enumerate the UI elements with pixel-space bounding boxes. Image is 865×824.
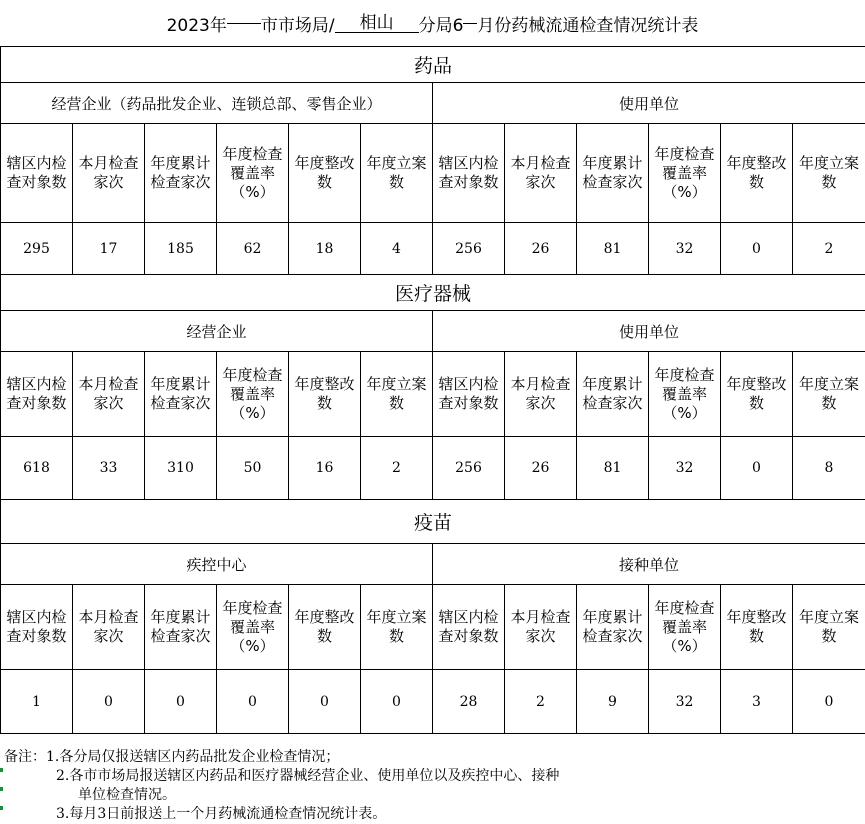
remark-line-4: 3.每月3日前报送上一个月药械流通检查情况统计表。: [56, 806, 387, 822]
column-header[interactable]: 年度累计检查家次: [577, 585, 649, 670]
title-blank-city[interactable]: [227, 23, 261, 24]
value-cell[interactable]: 0: [721, 223, 793, 275]
column-header[interactable]: 辖区内检查对象数: [1, 124, 73, 223]
value-cell[interactable]: 0: [73, 670, 145, 734]
column-header[interactable]: 年度整改数: [289, 585, 361, 670]
value-cell[interactable]: 256: [433, 437, 505, 500]
column-header[interactable]: 年度检查覆盖率（%）: [217, 585, 289, 670]
value-cell[interactable]: 81: [577, 437, 649, 500]
group-header-left[interactable]: 经营企业（药品批发企业、连锁总部、零售企业）: [1, 83, 433, 124]
value-cell[interactable]: 2: [361, 437, 433, 500]
value-cell[interactable]: 0: [793, 670, 865, 734]
column-header[interactable]: 辖区内检查对象数: [433, 124, 505, 223]
value-cell[interactable]: 2: [505, 670, 577, 734]
value-cell[interactable]: 62: [217, 223, 289, 275]
value-cell[interactable]: 0: [289, 670, 361, 734]
value-cell[interactable]: 33: [73, 437, 145, 500]
column-header[interactable]: 年度整改数: [289, 124, 361, 223]
column-header[interactable]: 年度整改数: [289, 352, 361, 437]
stats-table: [0, 46, 865, 734]
value-cell[interactable]: 8: [793, 437, 865, 500]
column-header[interactable]: 辖区内检查对象数: [1, 585, 73, 670]
column-header[interactable]: 年度累计检查家次: [145, 124, 217, 223]
group-header-right[interactable]: 接种单位: [433, 544, 865, 585]
column-header[interactable]: 辖区内检查对象数: [433, 585, 505, 670]
column-header[interactable]: 年度检查覆盖率（%）: [649, 352, 721, 437]
column-header[interactable]: 辖区内检查对象数: [433, 352, 505, 437]
column-header[interactable]: 年度检查覆盖率（%）: [649, 124, 721, 223]
value-cell[interactable]: 0: [217, 670, 289, 734]
cell-comment-marker: [0, 787, 3, 791]
section-title[interactable]: 药品: [1, 47, 865, 83]
value-cell[interactable]: 26: [505, 437, 577, 500]
value-cell[interactable]: 618: [1, 437, 73, 500]
value-cell[interactable]: 310: [145, 437, 217, 500]
sheet-title: [0, 0, 865, 46]
title-year: 2023年: [166, 15, 227, 36]
column-header[interactable]: 年度检查覆盖率（%）: [217, 124, 289, 223]
column-header[interactable]: 年度立案数: [793, 124, 865, 223]
value-cell[interactable]: 28: [433, 670, 505, 734]
section-title[interactable]: 疫苗: [1, 500, 865, 544]
value-cell[interactable]: 185: [145, 223, 217, 275]
value-cell[interactable]: 18: [289, 223, 361, 275]
column-header[interactable]: 年度检查覆盖率（%）: [217, 352, 289, 437]
value-cell[interactable]: 32: [649, 223, 721, 275]
value-cell[interactable]: 16: [289, 437, 361, 500]
value-cell[interactable]: 32: [649, 670, 721, 734]
title-part3: 月份药械流通检查情况统计表: [477, 15, 699, 36]
value-cell[interactable]: 81: [577, 223, 649, 275]
column-header[interactable]: 本月检查家次: [505, 124, 577, 223]
value-cell[interactable]: 4: [361, 223, 433, 275]
title-blank-branch[interactable]: 相山: [335, 14, 419, 33]
column-header[interactable]: 年度立案数: [793, 352, 865, 437]
column-header[interactable]: 辖区内检查对象数: [1, 352, 73, 437]
column-header[interactable]: 年度整改数: [721, 585, 793, 670]
column-header[interactable]: 年度立案数: [793, 585, 865, 670]
column-header[interactable]: 年度累计检查家次: [577, 352, 649, 437]
value-cell[interactable]: 256: [433, 223, 505, 275]
value-cell[interactable]: 3: [721, 670, 793, 734]
column-header[interactable]: 本月检查家次: [73, 124, 145, 223]
column-header[interactable]: 年度立案数: [361, 352, 433, 437]
column-header[interactable]: 年度立案数: [361, 585, 433, 670]
value-cell[interactable]: 0: [721, 437, 793, 500]
value-cell[interactable]: 26: [505, 223, 577, 275]
column-header[interactable]: 本月检查家次: [73, 352, 145, 437]
value-cell[interactable]: 32: [649, 437, 721, 500]
title-part1: 市市场局/: [260, 15, 335, 36]
value-cell[interactable]: 1: [1, 670, 73, 734]
column-header[interactable]: 年度累计检查家次: [145, 352, 217, 437]
group-header-right[interactable]: 使用单位: [433, 311, 865, 352]
cell-comment-marker: [0, 768, 3, 772]
value-cell[interactable]: 50: [217, 437, 289, 500]
column-header[interactable]: 年度检查覆盖率（%）: [649, 585, 721, 670]
column-header[interactable]: 本月检查家次: [73, 585, 145, 670]
remark-line-3: 单位检查情况。: [78, 787, 176, 803]
section-title[interactable]: 医疗器械: [1, 275, 865, 311]
remark-line-2: 2.各市市场局报送辖区内药品和医疗器械经营企业、使用单位以及疾控中心、接种: [56, 768, 560, 784]
value-cell[interactable]: 295: [1, 223, 73, 275]
remark-line-1: 备注：1.各分局仅报送辖区内药品批发企业检查情况；: [4, 749, 340, 765]
group-header-right[interactable]: 使用单位: [433, 83, 865, 124]
cell-comment-marker: [0, 806, 3, 810]
column-header[interactable]: 年度立案数: [361, 124, 433, 223]
value-cell[interactable]: 0: [361, 670, 433, 734]
group-header-left[interactable]: 经营企业: [1, 311, 433, 352]
value-cell[interactable]: 17: [73, 223, 145, 275]
remarks: [4, 748, 862, 824]
value-cell[interactable]: 9: [577, 670, 649, 734]
column-header[interactable]: 年度整改数: [721, 124, 793, 223]
value-cell[interactable]: 0: [145, 670, 217, 734]
column-header[interactable]: 本月检查家次: [505, 352, 577, 437]
title-blank-month[interactable]: [463, 23, 477, 24]
column-header[interactable]: 本月检查家次: [505, 585, 577, 670]
column-header[interactable]: 年度累计检查家次: [145, 585, 217, 670]
column-header[interactable]: 年度累计检查家次: [577, 124, 649, 223]
title-part2: 分局6: [418, 15, 464, 36]
group-header-left[interactable]: 疾控中心: [1, 544, 433, 585]
value-cell[interactable]: 2: [793, 223, 865, 275]
column-header[interactable]: 年度整改数: [721, 352, 793, 437]
